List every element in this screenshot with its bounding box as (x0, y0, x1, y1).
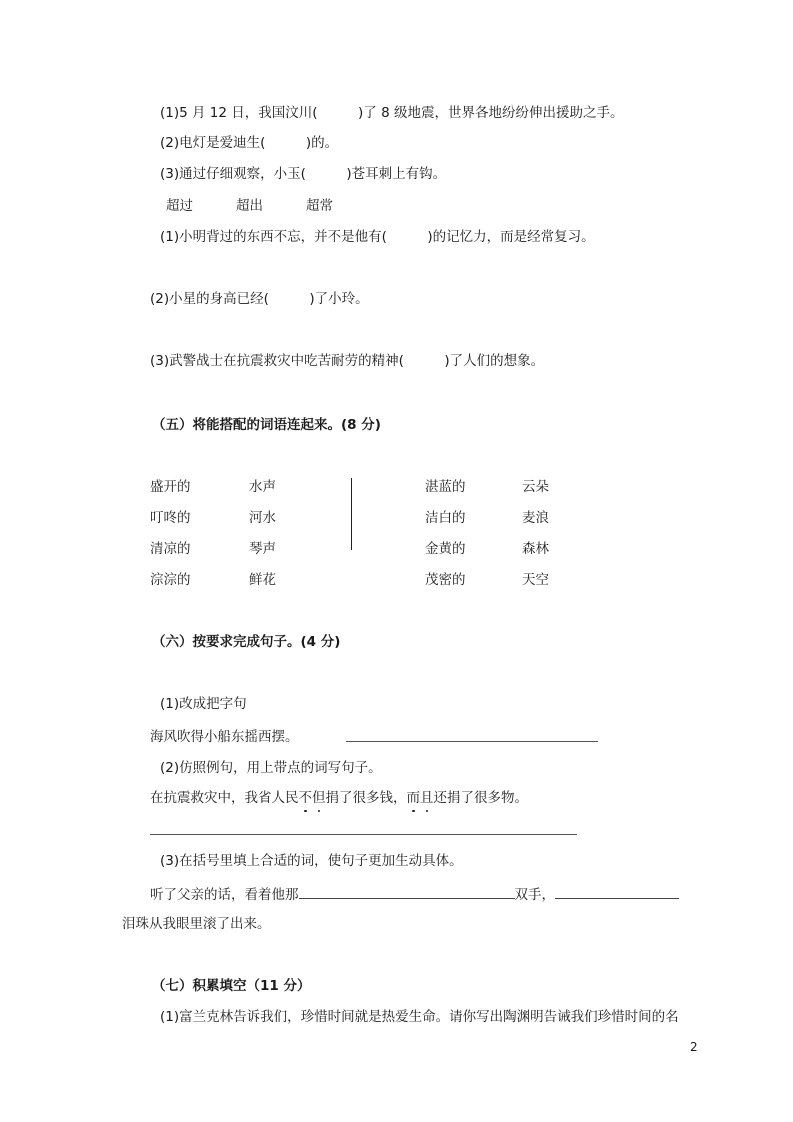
section-6-heading: （六）按要求完成句子。(4 分) (152, 634, 341, 650)
match-word[interactable]: 森林 (522, 541, 549, 557)
section-7-heading: （七）积累填空（11 分） (152, 978, 311, 994)
question-7-1: (1)富兰克林告诉我们，珍惜时间就是热爱生命。请你写出陶渊明告诫我们珍惜时间的名 (160, 1009, 679, 1025)
match-word[interactable]: 叮咚的 (150, 510, 191, 526)
match-word[interactable]: 盛开的 (150, 479, 191, 495)
question-4-2: (2)电灯是爱迪生( )的。 (160, 135, 339, 151)
match-word[interactable]: 湛蓝的 (425, 479, 466, 495)
answer-line[interactable] (346, 741, 598, 742)
word-option: 超常 (306, 198, 333, 214)
word-option: 超过 (166, 198, 193, 214)
question-6-3-line1: 听了父亲的话，看着他那 双手， (150, 884, 679, 904)
answer-line[interactable] (150, 834, 577, 835)
answer-line[interactable] (555, 884, 679, 899)
question-4-4: (1)小明背过的东西不忘，并不是他有( )的记忆力，而是经常复习。 (160, 229, 595, 245)
question-6-3-label: (3)在括号里填上合适的词，使句子更加生动具体。 (160, 853, 463, 869)
match-word[interactable]: 琴声 (249, 541, 276, 557)
answer-blank[interactable] (269, 291, 310, 307)
match-word[interactable]: 河水 (249, 510, 276, 526)
word-option: 超出 (236, 198, 263, 214)
match-word[interactable]: 清凉的 (150, 541, 191, 557)
question-6-1-label: (1)改成把字句 (160, 696, 247, 712)
section-5-heading: （五）将能搭配的词语连起来。(8 分) (152, 417, 381, 433)
match-word[interactable]: 鲜花 (249, 572, 276, 588)
answer-blank[interactable] (404, 353, 445, 369)
match-word[interactable]: 麦浪 (522, 510, 549, 526)
answer-blank[interactable] (318, 105, 359, 121)
question-4-6: (3)武警战士在抗震救灾中吃苦耐劳的精神( )了人们的想象。 (150, 353, 545, 369)
question-6-3-line2: 泪珠从我眼里滚了出来。 (122, 916, 271, 932)
match-word[interactable]: 金黄的 (425, 541, 466, 557)
column-divider (351, 478, 352, 550)
match-word[interactable]: 天空 (522, 572, 549, 588)
match-word[interactable]: 水声 (249, 479, 276, 495)
question-4-5: (2)小星的身高已经( )了小玲。 (150, 291, 369, 307)
question-6-2-example: 在抗震救灾中，我省人民不但捐了很多钱，而且还捐了很多物。 (150, 790, 528, 806)
match-word[interactable]: 淙淙的 (150, 572, 191, 588)
answer-blank[interactable] (306, 166, 347, 182)
match-word[interactable]: 洁白的 (425, 510, 466, 526)
question-4-3: (3)通过仔细观察，小玉( )苍耳刺上有钩。 (160, 166, 447, 182)
question-6-1-sentence: 海风吹得小船东摇西摆。 (150, 729, 299, 745)
match-word[interactable]: 云朵 (522, 479, 549, 495)
match-word[interactable]: 茂密的 (425, 572, 466, 588)
question-4-1: (1)5 月 12 日，我国汶川( )了 8 级地震，世界各地纷纷伸出援助之手。 (160, 105, 624, 121)
answer-blank[interactable] (387, 229, 428, 245)
answer-line[interactable] (299, 884, 515, 899)
answer-blank[interactable] (265, 135, 306, 151)
page-number: 2 (690, 1040, 698, 1054)
question-6-2-label: (2)仿照例句，用上带点的词写句子。 (160, 760, 382, 776)
